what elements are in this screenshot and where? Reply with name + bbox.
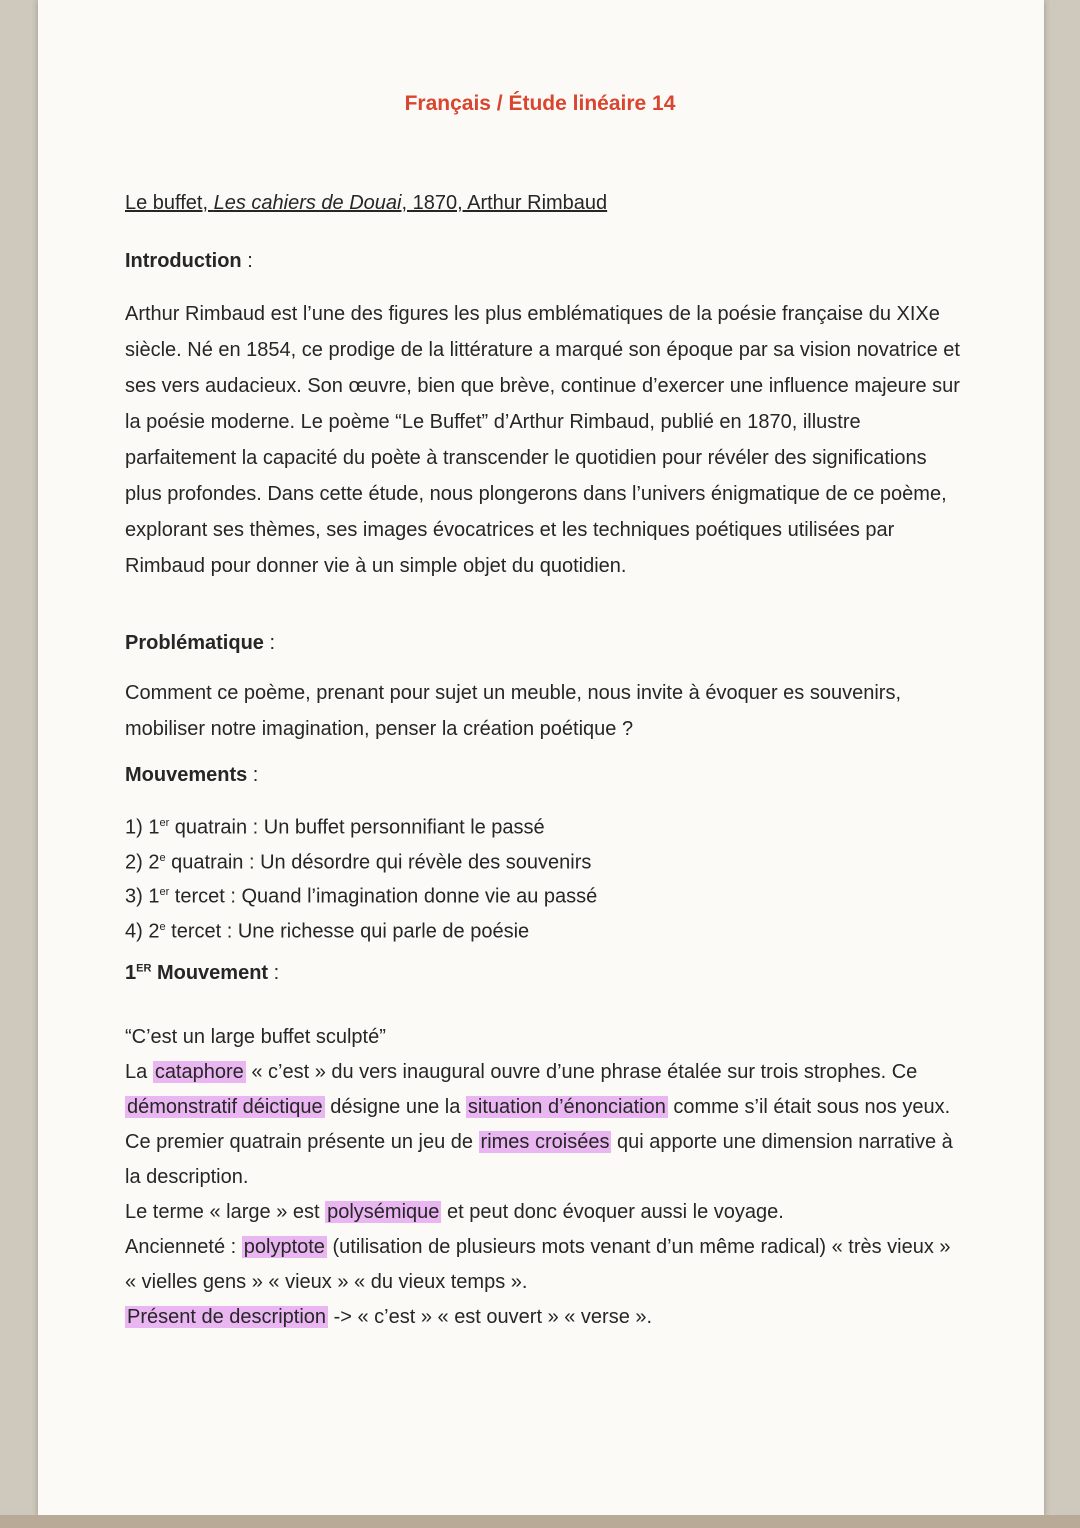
- work-prefix: Le buffet,: [125, 192, 214, 214]
- heading-ordinal: ER: [136, 962, 152, 975]
- work-reference: [125, 192, 965, 215]
- highlight-rimes: rimes croisées: [480, 1131, 610, 1153]
- introduction-heading: Introduction :: [125, 250, 253, 272]
- introduction-text: Arthur Rimbaud est l’une des figures les plus emblématiques de la poésie française du XIXe siècle. Né en 1854, ce prodige de la littérature a marqué son époque par sa vision novatrice et ses vers audacieux. Son œuvre, bien que brève, continue d’exercer une influence majeure sur la poésie moderne. Le poème “Le Buffet” d’Arthur Rimbaud, publié en 1870, illustre parfaitement la capacité du poète à transcender le quotidien pour révéler des significations plus profondes. Dans cette étude, nous plongerons dans l’univers énigmatique de ce poème, explorant ses thèmes, ses images évocatrices et les techniques poétiques utilisées par Rimbaud pour donner vie à un simple objet du quotidien.: [125, 303, 960, 577]
- list-item: [125, 808, 965, 843]
- item-number: 2) 2: [125, 851, 160, 874]
- item-ordinal: e: [159, 920, 166, 933]
- highlight-polysemique: polysémique: [327, 1201, 440, 1223]
- item-ordinal: er: [159, 886, 170, 899]
- mouvements-heading: Mouvements :: [125, 764, 259, 786]
- highlight-polyptote: polyptote: [243, 1236, 325, 1258]
- text-run: (utilisation de plusieurs mots venant d’un même radical) « très vieux » « vielles gens » « vieux » « du vieux temps ».: [125, 1236, 951, 1293]
- heading-number: 1: [125, 962, 137, 984]
- item-number: 3) 1: [125, 885, 160, 908]
- text-run: comme s’il était sous nos yeux.: [667, 1096, 951, 1118]
- text-run: et peut donc évoquer aussi le voyage.: [441, 1201, 784, 1223]
- mouvements-list: [125, 808, 965, 947]
- text-run: -> « c’est » « est ouvert » « verse ».: [328, 1306, 653, 1328]
- text-run: « c’est » du vers inaugural ouvre d’une phrase étalée sur trois strophes. Ce: [245, 1061, 918, 1083]
- text-run: qui apporte une dimension narrative à la description.: [125, 1131, 953, 1188]
- introduction-heading-label: Introduction: [125, 250, 242, 272]
- item-ordinal: e: [159, 851, 166, 864]
- text-run: Le terme « large » est: [125, 1201, 326, 1223]
- mouvements-heading-label: Mouvements: [125, 764, 248, 786]
- list-item: [125, 877, 965, 912]
- work-suffix: , 1870, Arthur Rimbaud: [401, 192, 608, 214]
- highlight-cataphore: cataphore: [154, 1061, 244, 1083]
- mouvement1-heading: 1ER Mouvement :: [125, 962, 280, 984]
- problematique-heading-label: Problématique: [125, 632, 264, 654]
- analysis-paragraph: [125, 1195, 965, 1230]
- analysis-paragraph: [125, 1300, 965, 1335]
- analysis-paragraph: [125, 1230, 965, 1300]
- text-run: désigne une la: [324, 1096, 466, 1118]
- highlight-demonstratif: démonstratif déictique: [127, 1096, 323, 1118]
- item-ordinal: er: [159, 817, 170, 829]
- highlight-present: Présent de description: [127, 1306, 327, 1328]
- text-run: La: [125, 1061, 153, 1083]
- item-number: 4) 2: [125, 920, 160, 943]
- mouvement1-analysis: [125, 1020, 965, 1335]
- item-text: quatrain : Un buffet personnifiant le passé: [169, 816, 545, 839]
- table-surface: [0, 1515, 1080, 1528]
- list-item: [125, 843, 965, 878]
- item-text: tercet : Une richesse qui parle de poésie: [165, 920, 530, 943]
- problematique-heading: Problématique :: [125, 632, 276, 654]
- work-collection: Les cahiers de Douai: [213, 192, 402, 214]
- item-text: tercet : Quand l’imagination donne vie au passé: [169, 885, 598, 908]
- highlight-situation: situation d’énonciation: [467, 1096, 666, 1118]
- analysis-paragraph: [125, 1125, 965, 1195]
- text-run: Ce premier quatrain présente un jeu de: [125, 1131, 479, 1153]
- quote-line: “C’est un large buffet sculpté”: [125, 1026, 386, 1048]
- heading-label: Mouvement: [151, 962, 269, 984]
- item-text: quatrain : Un désordre qui révèle des souvenirs: [165, 851, 592, 874]
- text-run: Ancienneté :: [125, 1236, 242, 1258]
- item-number: 1) 1: [125, 816, 160, 839]
- page-title: Français / Étude linéaire 14: [404, 92, 676, 115]
- problematique-text: Comment ce poème, prenant pour sujet un meuble, nous invite à évoquer es souvenirs, mobiliser notre imagination, penser la création poétique ?: [125, 682, 901, 740]
- analysis-paragraph: [125, 1055, 965, 1125]
- list-item: [125, 912, 965, 947]
